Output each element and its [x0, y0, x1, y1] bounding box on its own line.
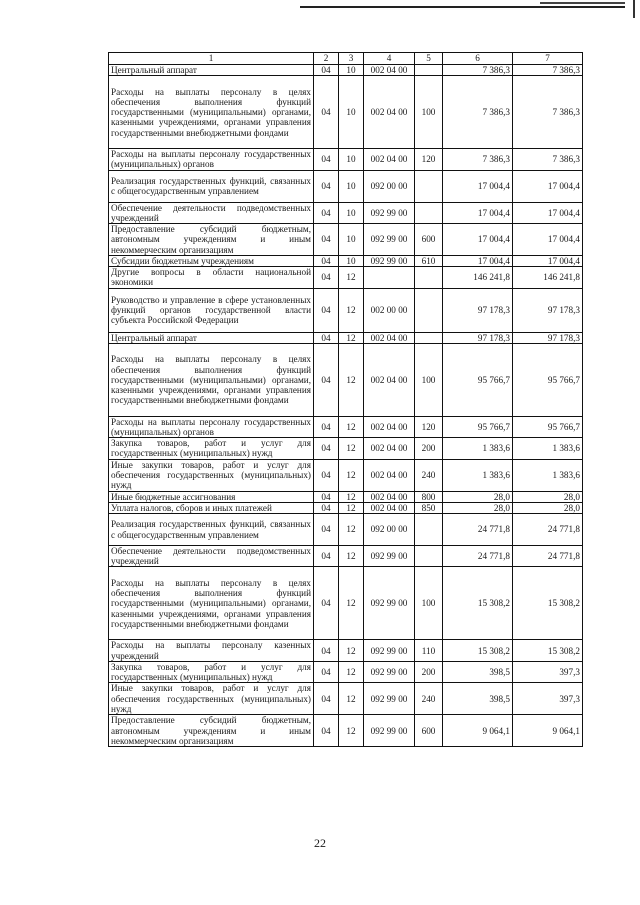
table-cell: 002 04 00 [364, 416, 415, 437]
table-cell: 12 [339, 438, 364, 459]
page-number: 22 [314, 836, 326, 850]
table-cell: 24 771,8 [443, 546, 513, 567]
table-cell: 120 [415, 416, 443, 437]
row-label-cell: Иные закупки товаров, работ и услуг для обеспечения государственных (муниципальных) нужд [109, 459, 314, 491]
table-cell: 04 [314, 683, 339, 715]
table-cell: 10 [339, 170, 364, 202]
table-cell [415, 202, 443, 223]
table-cell: 15 308,2 [443, 640, 513, 661]
row-label-cell: Реализация государственных функций, связанных с общегосударственным управлением [109, 170, 314, 202]
table-cell [415, 170, 443, 202]
table-cell: 04 [314, 224, 339, 256]
table-header-row [109, 53, 583, 65]
scan-artifact-line [633, 0, 635, 18]
table-cell: 850 [415, 502, 443, 513]
row-label-cell: Расходы на выплаты персоналу казенных учреждений [109, 640, 314, 661]
table-cell: 9 064,1 [513, 715, 583, 747]
table-cell: 04 [314, 65, 339, 76]
table-cell: 15 308,2 [513, 640, 583, 661]
table-cell: 04 [314, 502, 339, 513]
table-cell: 04 [314, 267, 339, 288]
table-cell: 12 [339, 715, 364, 747]
table-cell: 002 04 00 [364, 332, 415, 343]
table-cell [415, 267, 443, 288]
budget-table [108, 52, 583, 747]
table-cell: 28,0 [513, 491, 583, 502]
row-label-cell: Закупка товаров, работ и услуг для государственных (муниципальных) нужд [109, 438, 314, 459]
table-cell: 002 04 00 [364, 343, 415, 416]
table-cell: 7 386,3 [443, 65, 513, 76]
table-cell: 120 [415, 149, 443, 170]
table-cell: 15 308,2 [443, 567, 513, 640]
table-cell: 002 04 00 [364, 491, 415, 502]
row-label-cell: Расходы на выплаты персоналу в целях обеспечения выполнения функций государственными (муниципальными) органами, казенными учреждениями, органами управления государственными внебюджетными фондами [109, 76, 314, 149]
table-cell: 04 [314, 491, 339, 502]
row-label-cell: Реализация государственных функций, связанных с общегосударственным управлением [109, 514, 314, 546]
column-header: 3 [339, 53, 364, 65]
table-cell: 04 [314, 288, 339, 332]
scan-artifact-line [540, 2, 625, 4]
table-cell: 17 004,4 [443, 202, 513, 223]
table-cell: 600 [415, 224, 443, 256]
column-header: 2 [314, 53, 339, 65]
table-cell: 95 766,7 [443, 416, 513, 437]
table-cell: 092 99 00 [364, 202, 415, 223]
table-cell: 17 004,4 [513, 202, 583, 223]
row-label-cell: Расходы на выплаты персоналу государственных (муниципальных) органов [109, 149, 314, 170]
table-cell: 12 [339, 459, 364, 491]
row-label-cell: Предоставление субсидий бюджетным, автономным учреждениям и иным некоммерческим организациям [109, 224, 314, 256]
table-cell: 24 771,8 [513, 546, 583, 567]
table-cell: 100 [415, 343, 443, 416]
table-cell: 04 [314, 459, 339, 491]
table-cell: 04 [314, 332, 339, 343]
table-cell: 04 [314, 76, 339, 149]
table-cell: 17 004,4 [443, 170, 513, 202]
table-cell: 092 00 00 [364, 170, 415, 202]
table-cell: 97 178,3 [443, 332, 513, 343]
table-cell: 600 [415, 715, 443, 747]
table-cell: 04 [314, 715, 339, 747]
table-row [109, 715, 583, 747]
table-cell: 15 308,2 [513, 567, 583, 640]
table-cell: 092 99 00 [364, 567, 415, 640]
table-cell: 12 [339, 502, 364, 513]
table-row [109, 416, 583, 437]
table-cell: 398,5 [443, 661, 513, 682]
table-cell: 95 766,7 [443, 343, 513, 416]
table-cell: 04 [314, 546, 339, 567]
table-cell: 10 [339, 65, 364, 76]
table-cell: 200 [415, 438, 443, 459]
table-cell: 12 [339, 491, 364, 502]
table-row [109, 459, 583, 491]
table-cell: 95 766,7 [513, 343, 583, 416]
table-cell: 7 386,3 [513, 65, 583, 76]
table-row [109, 224, 583, 256]
row-label-cell: Другие вопросы в области национальной экономики [109, 267, 314, 288]
table-cell [415, 546, 443, 567]
table-cell: 1 383,6 [443, 438, 513, 459]
table-cell: 04 [314, 661, 339, 682]
table-cell: 10 [339, 202, 364, 223]
table-cell: 398,5 [443, 683, 513, 715]
table-cell: 002 04 00 [364, 149, 415, 170]
table-cell: 200 [415, 661, 443, 682]
table-cell: 10 [339, 224, 364, 256]
table-cell: 9 064,1 [443, 715, 513, 747]
table-cell: 7 386,3 [443, 76, 513, 149]
row-label-cell: Закупка товаров, работ и услуг для государственных (муниципальных) нужд [109, 661, 314, 682]
table-row [109, 661, 583, 682]
table-cell: 04 [314, 170, 339, 202]
row-label-cell: Обеспечение деятельности подведомственных учреждений [109, 202, 314, 223]
table-row [109, 438, 583, 459]
table-cell: 95 766,7 [513, 416, 583, 437]
table-cell: 146 241,8 [443, 267, 513, 288]
table-cell [415, 514, 443, 546]
table-cell: 12 [339, 640, 364, 661]
table-cell: 12 [339, 332, 364, 343]
table-cell: 97 178,3 [513, 332, 583, 343]
table-cell: 17 004,4 [513, 256, 583, 267]
table-cell: 97 178,3 [513, 288, 583, 332]
column-header: 1 [109, 53, 314, 65]
table-cell: 1 383,6 [513, 459, 583, 491]
row-label-cell: Руководство и управление в сфере установленных функций органов государственной власти субъекта Российской Федерации [109, 288, 314, 332]
table-cell: 12 [339, 416, 364, 437]
table-cell: 04 [314, 640, 339, 661]
table-row [109, 514, 583, 546]
table-row [109, 640, 583, 661]
scan-artifact-line [300, 6, 625, 8]
table-cell: 092 99 00 [364, 661, 415, 682]
column-header: 4 [364, 53, 415, 65]
table-cell: 002 00 00 [364, 288, 415, 332]
table-cell: 002 04 00 [364, 459, 415, 491]
table-cell: 28,0 [443, 502, 513, 513]
table-cell: 110 [415, 640, 443, 661]
table-row [109, 567, 583, 640]
table-cell: 240 [415, 459, 443, 491]
table-cell: 10 [339, 149, 364, 170]
table-cell [415, 332, 443, 343]
table-cell: 12 [339, 567, 364, 640]
table-cell: 240 [415, 683, 443, 715]
table-cell: 397,3 [513, 683, 583, 715]
table-row [109, 76, 583, 149]
table-row [109, 343, 583, 416]
table-cell: 092 99 00 [364, 715, 415, 747]
table-cell: 04 [314, 149, 339, 170]
table-cell: 04 [314, 514, 339, 546]
table-cell: 28,0 [443, 491, 513, 502]
table-row [109, 288, 583, 332]
table-cell: 092 99 00 [364, 546, 415, 567]
table-cell: 12 [339, 288, 364, 332]
table-cell: 7 386,3 [513, 149, 583, 170]
table-cell: 17 004,4 [443, 224, 513, 256]
row-label-cell: Субсидии бюджетным учреждениям [109, 256, 314, 267]
table-cell: 28,0 [513, 502, 583, 513]
row-label-cell: Центральный аппарат [109, 332, 314, 343]
column-header: 7 [513, 53, 583, 65]
table-row [109, 683, 583, 715]
table-cell: 10 [339, 256, 364, 267]
row-label-cell: Расходы на выплаты персоналу в целях обеспечения выполнения функций государственными (муниципальными) органами, казенными учреждениями, органами управления государственными внебюджетными фондами [109, 567, 314, 640]
row-label-cell: Иные бюджетные ассигнования [109, 491, 314, 502]
table-cell: 092 99 00 [364, 224, 415, 256]
table-row [109, 65, 583, 76]
row-label-cell: Расходы на выплаты персоналу государственных (муниципальных) органов [109, 416, 314, 437]
table-cell: 092 00 00 [364, 514, 415, 546]
table-cell: 800 [415, 491, 443, 502]
table-cell: 04 [314, 202, 339, 223]
table-row [109, 256, 583, 267]
table-cell: 10 [339, 76, 364, 149]
table-cell: 100 [415, 76, 443, 149]
table-row [109, 149, 583, 170]
table-row [109, 502, 583, 513]
row-label-cell: Предоставление субсидий бюджетным, автономным учреждениям и иным некоммерческим организациям [109, 715, 314, 747]
table-cell: 12 [339, 661, 364, 682]
table-cell: 002 04 00 [364, 76, 415, 149]
table-cell: 7 386,3 [443, 149, 513, 170]
table-cell: 24 771,8 [513, 514, 583, 546]
table-row [109, 267, 583, 288]
table-cell: 12 [339, 683, 364, 715]
table-row [109, 332, 583, 343]
table-cell [415, 65, 443, 76]
table-cell: 17 004,4 [443, 256, 513, 267]
table-row [109, 202, 583, 223]
row-label-cell: Уплата налогов, сборов и иных платежей [109, 502, 314, 513]
table-cell: 397,3 [513, 661, 583, 682]
table-cell [364, 267, 415, 288]
table-cell: 100 [415, 567, 443, 640]
table-cell: 17 004,4 [513, 170, 583, 202]
table-cell: 97 178,3 [443, 288, 513, 332]
row-label-cell: Расходы на выплаты персоналу в целях обеспечения выполнения функций государственными (муниципальными) органами, казенными учреждениями, органами управления государственными внебюджетными фондами [109, 343, 314, 416]
table-cell: 092 99 00 [364, 683, 415, 715]
table-cell: 1 383,6 [513, 438, 583, 459]
table-cell [415, 288, 443, 332]
table-cell: 002 04 00 [364, 502, 415, 513]
row-label-cell: Центральный аппарат [109, 65, 314, 76]
table-cell: 12 [339, 546, 364, 567]
table-cell: 17 004,4 [513, 224, 583, 256]
table-cell: 146 241,8 [513, 267, 583, 288]
table-cell: 002 04 00 [364, 65, 415, 76]
table-row [109, 546, 583, 567]
column-header: 6 [443, 53, 513, 65]
table-cell: 12 [339, 343, 364, 416]
table-cell: 24 771,8 [443, 514, 513, 546]
table-cell: 7 386,3 [513, 76, 583, 149]
table-cell: 04 [314, 416, 339, 437]
table-row [109, 170, 583, 202]
table-cell: 092 99 00 [364, 256, 415, 267]
row-label-cell: Обеспечение деятельности подведомственных учреждений [109, 546, 314, 567]
table-cell: 04 [314, 438, 339, 459]
table-cell: 04 [314, 343, 339, 416]
column-header: 5 [415, 53, 443, 65]
table-cell: 002 04 00 [364, 438, 415, 459]
table-cell: 04 [314, 256, 339, 267]
table-cell: 1 383,6 [443, 459, 513, 491]
table-row [109, 491, 583, 502]
table-cell: 04 [314, 567, 339, 640]
table-cell: 12 [339, 267, 364, 288]
table-cell: 610 [415, 256, 443, 267]
table-cell: 12 [339, 514, 364, 546]
row-label-cell: Иные закупки товаров, работ и услуг для обеспечения государственных (муниципальных) нужд [109, 683, 314, 715]
table-cell: 092 99 00 [364, 640, 415, 661]
